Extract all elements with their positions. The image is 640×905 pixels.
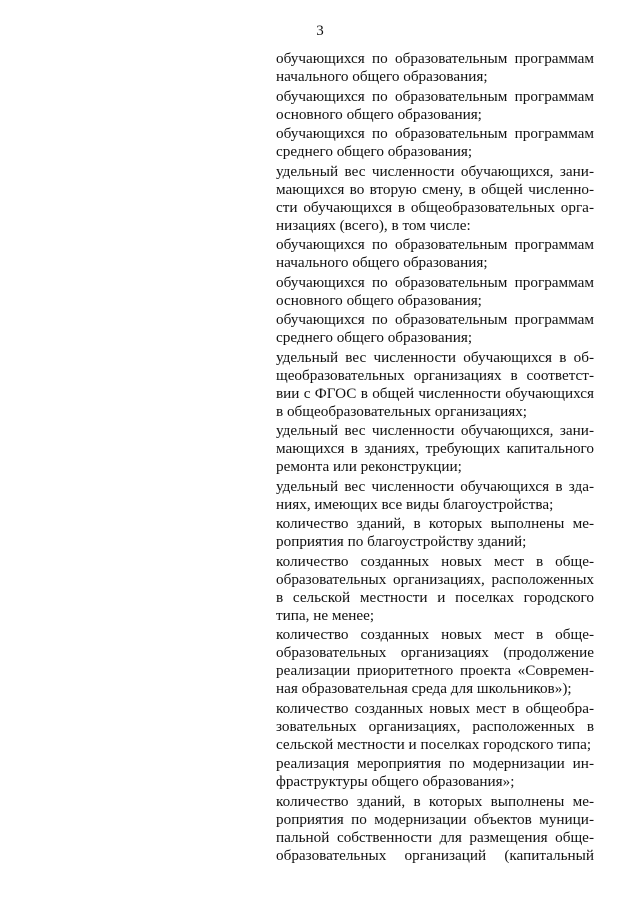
list-item: количество зданий, в которых выполнены мероприятия по модернизации объектов муниципальной собственности для размещения общеобразовательных организаций (капитальный [276, 792, 594, 864]
list-item: обучающихся по образовательным программам начального общего образования; [276, 236, 594, 271]
list-item: обучающихся по образовательным программам начального общего образования; [276, 50, 594, 85]
list-item: количество созданных новых мест в общеобразовательных организациях, расположенных в сельской местности и поселках городского типа; [276, 699, 594, 753]
list-item: удельный вес численности обучающихся в общеобразовательных организациях в соответствии с ФГОС в общей численности обучающихся в общеобразовательных организациях; [276, 348, 594, 420]
list-item: обучающихся по образовательным программам основного общего образования; [276, 87, 594, 123]
document-text-column [276, 50, 594, 865]
list-item: обучающихся по образовательным программам среднего общего образования; [276, 125, 594, 160]
list-item: количество созданных новых мест в общеобразовательных организациях (продолжение реализации приоритетного проекта «Современная образовательная среда для школьников»); [276, 626, 594, 697]
list-item: обучающихся по образовательным программам основного общего образования; [276, 273, 594, 309]
list-item: удельный вес численности обучающихся в зданиях, имеющих все виды благоустройства; [276, 477, 594, 513]
page-number: 3 [316, 23, 324, 39]
list-item: количество зданий, в которых выполнены мероприятия по благоустройству зданий; [276, 515, 594, 550]
list-item: реализация мероприятия по модернизации инфраструктуры общего образования»; [276, 755, 594, 790]
list-item: обучающихся по образовательным программам среднего общего образования; [276, 311, 594, 346]
list-item: количество созданных новых мест в общеобразовательных организациях, расположенных в сельской местности и поселках городского типа, не менее; [276, 552, 594, 624]
list-item: удельный вес численности обучающихся, занимающихся во вторую смену, в общей численности обучающихся в общеобразовательных организациях (всего), в том числе: [276, 162, 594, 234]
list-item: удельный вес численности обучающихся, занимающихся в зданиях, требующих капитального ремонта или реконструкции; [276, 422, 594, 475]
